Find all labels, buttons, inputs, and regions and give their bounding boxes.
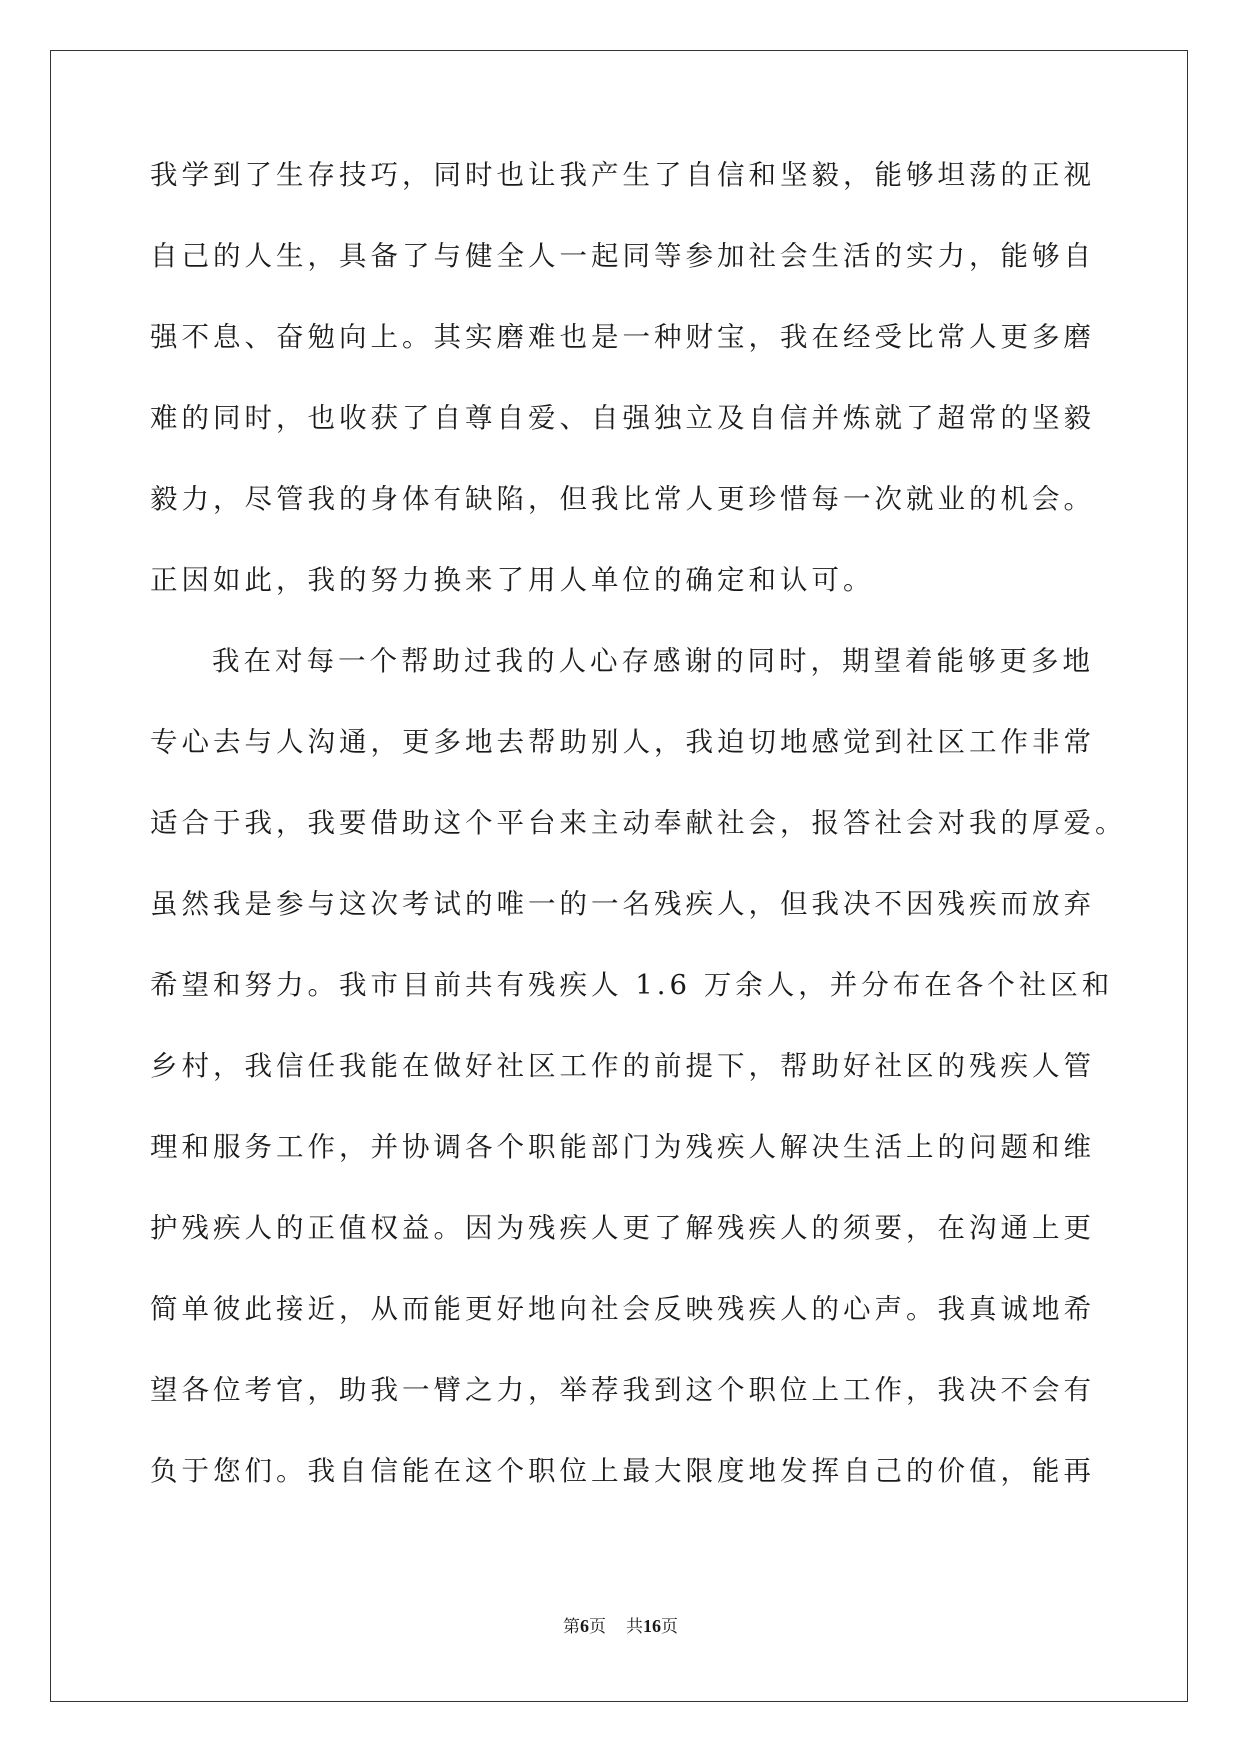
text-line: 望各位考官，助我一臂之力，举荐我到这个职位上工作，我决不会有 (150, 1374, 1095, 1406)
text-line: 简单彼此接近，从而能更好地向社会反映残疾人的心声。我真诚地希 (150, 1293, 1095, 1325)
page-number: 6 (580, 1616, 589, 1636)
total-label-prefix: 共 (626, 1617, 643, 1637)
text-line: 护残疾人的正值权益。因为残疾人更了解残疾人的须要，在沟通上更 (150, 1212, 1095, 1244)
total-pages: 16 (643, 1616, 661, 1636)
text-line: 适合于我，我要借助这个平台来主动奉献社会，报答社会对我的厚爱。 (150, 807, 1127, 839)
text-line: 希望和努力。我市目前共有残疾人 1.6 万余人，并分布在各个社区和 (150, 969, 1114, 1001)
text-line: 乡村，我信任我能在做好社区工作的前提下，帮助好社区的残疾人管 (150, 1050, 1095, 1082)
text-line: 专心去与人沟通，更多地去帮助别人，我迫切地感觉到社区工作非常 (150, 726, 1095, 758)
page-label-prefix: 第 (563, 1617, 580, 1637)
text-line: 自己的人生，具备了与健全人一起同等参加社会生活的实力，能够自 (150, 240, 1095, 272)
page-footer (0, 1616, 1241, 1637)
text-line: 正因如此，我的努力换来了用人单位的确定和认可。 (150, 564, 875, 596)
text-line: 理和服务工作，并协调各个职能部门为残疾人解决生活上的问题和维 (150, 1131, 1095, 1163)
document-body (150, 159, 1127, 1537)
text-line: 我学到了生存技巧，同时也让我产生了自信和坚毅，能够坦荡的正视 (150, 159, 1095, 191)
paragraph-first-line: 我在对每一个帮助过我的人心存感谢的同时，期望着能够更多地 (212, 645, 1094, 677)
total-label-suffix: 页 (661, 1617, 678, 1637)
text-line: 毅力，尽管我的身体有缺陷，但我比常人更珍惜每一次就业的机会。 (150, 483, 1095, 515)
text-line: 难的同时，也收获了自尊自爱、自强独立及自信并炼就了超常的坚毅 (150, 402, 1095, 434)
text-line: 虽然我是参与这次考试的唯一的一名残疾人，但我决不因残疾而放弃 (150, 888, 1095, 920)
text-line: 负于您们。我自信能在这个职位上最大限度地发挥自己的价值，能再 (150, 1455, 1095, 1487)
text-line: 强不息、奋勉向上。其实磨难也是一种财宝，我在经受比常人更多磨 (150, 321, 1095, 353)
page-label-suffix: 页 (589, 1617, 606, 1637)
